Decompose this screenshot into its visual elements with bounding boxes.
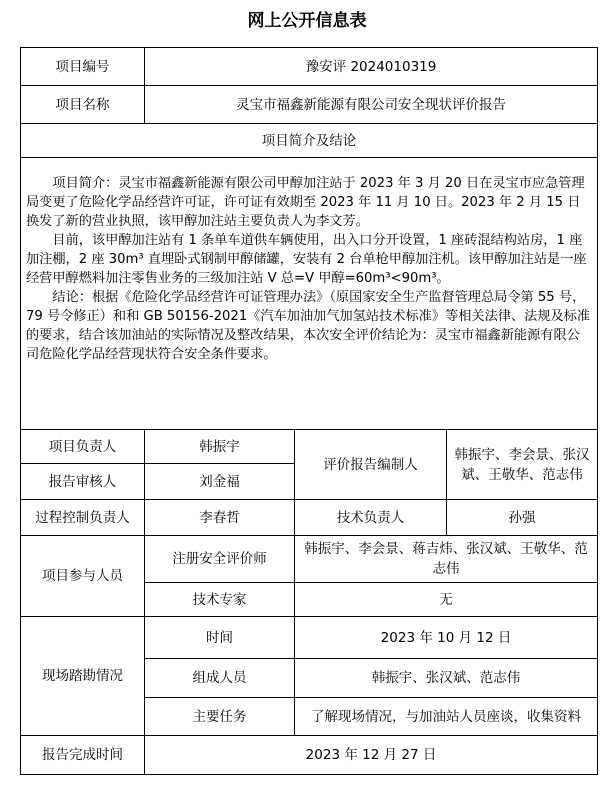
experts-value: 无 xyxy=(295,583,598,617)
report-reviewer-value: 刘金福 xyxy=(145,464,295,500)
evaluators-label: 注册安全评价师 xyxy=(145,536,295,583)
survey-time-value: 2023 年 10 月 12 日 xyxy=(295,617,598,659)
summary-text xyxy=(21,158,598,430)
participants-label: 项目参与人员 xyxy=(21,536,145,617)
summary-current-paragraph: 目前，该甲醇加注站有 1 条单车道供车辆使用，出入口分开设置，1 座砖混结构站房，1 座加注棚，2 座 30m³ 直埋卧式钢制甲醇储罐，安装有 2 台单枪甲醇加注机。该甲醇加注站是一座经营甲醇燃料加注零售业务的三级加注站 V 总=V 甲醇=60m³<90m³。 xyxy=(26,233,587,286)
technical-leader-value: 孙强 xyxy=(447,500,598,536)
info-table xyxy=(20,47,598,775)
process-controller-label: 过程控制负责人 xyxy=(21,500,145,536)
project-number-label: 项目编号 xyxy=(21,48,145,86)
project-leader-label: 项目负责人 xyxy=(21,430,145,464)
project-leader-value: 韩振宇 xyxy=(145,430,295,464)
survey-task-value: 了解现场情况，与加油站人员座谈，收集资料 xyxy=(295,698,598,736)
survey-task-label: 主要任务 xyxy=(145,698,295,736)
row-completion xyxy=(21,736,598,775)
row-process-control xyxy=(21,500,598,536)
row-summary-body xyxy=(21,158,598,430)
report-authors-value: 韩振宇、李会景、张汉斌、王敬华、范志伟 xyxy=(447,430,598,500)
survey-time-label: 时间 xyxy=(145,617,295,659)
completion-label: 报告完成时间 xyxy=(21,736,145,775)
row-project-name xyxy=(21,86,598,124)
row-project-number xyxy=(21,48,598,86)
technical-leader-label: 技术负责人 xyxy=(295,500,447,536)
report-authors-label: 评价报告编制人 xyxy=(295,430,447,500)
row-summary-header xyxy=(21,124,598,158)
site-survey-label: 现场踏勘情况 xyxy=(21,617,145,736)
process-controller-value: 李春哲 xyxy=(145,500,295,536)
report-reviewer-label: 报告审核人 xyxy=(21,464,145,500)
project-name-label: 项目名称 xyxy=(21,86,145,124)
experts-label: 技术专家 xyxy=(145,583,295,617)
page-title: 网上公开信息表 xyxy=(247,11,367,31)
completion-value: 2023 年 12 月 27 日 xyxy=(145,736,598,775)
evaluators-value: 韩振宇、李会景、蒋吉炜、张汉斌、王敬华、范志伟 xyxy=(295,536,598,583)
summary-header: 项目简介及结论 xyxy=(21,124,598,158)
project-number-value: 豫安评 2024010319 xyxy=(145,48,598,86)
row-evaluators xyxy=(21,536,598,583)
survey-members-label: 组成人员 xyxy=(145,659,295,698)
survey-members-value: 韩振宇、张汉斌、范志伟 xyxy=(295,659,598,698)
summary-intro-paragraph: 项目简介：灵宝市福鑫新能源有限公司甲醇加注站于 2023 年 3 月 20 日在灵宝市应急管理局变更了危险化学品经营许可证，许可证有效期至 2023 年 11 月 10 日。2023 年 2 月 15 日换发了新的营业执照，该甲醇加注站主要负责人为李文芳。 xyxy=(26,176,585,229)
summary-conclusion-paragraph: 结论：根据《危险化学品经营许可证管理办法》（原国家安全生产监督管理总局令第 55 号，79 号令修正）和和 GB 50156-2021《汽车加油加气加氢站技术标准》等相关法律、法规及标准的要求，结合该加油站的实际情况及整改结果，本次安全评价结论为：灵宝市福鑫新能源有限公司危险化学品经营现状符合安全条件要求。 xyxy=(26,290,591,362)
row-leader xyxy=(21,430,598,464)
row-survey-time xyxy=(21,617,598,659)
project-name-value: 灵宝市福鑫新能源有限公司安全现状评价报告 xyxy=(145,86,598,124)
